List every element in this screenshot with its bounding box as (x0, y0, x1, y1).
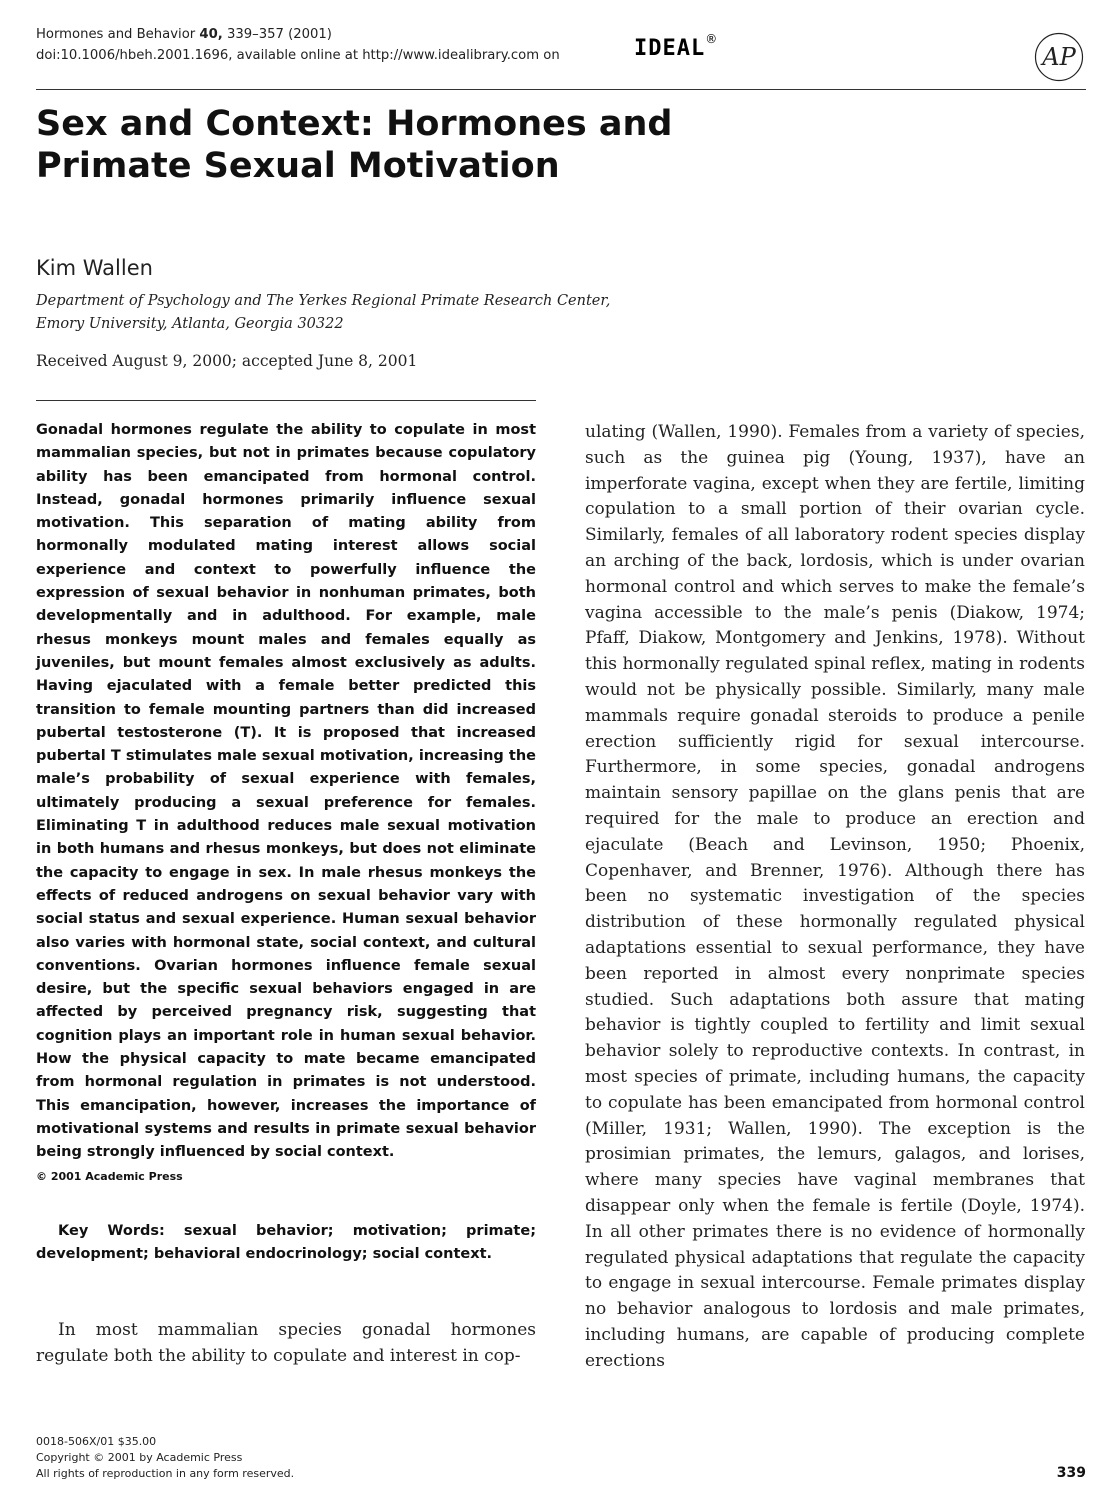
footer-rights: All rights of reproduction in any form reserved. (36, 1467, 295, 1480)
affiliation-line-1: Department of Psychology and The Yerkes Regional Primate Research Center, (36, 293, 611, 309)
abstract-text: Gonadal hormones regulate the ability to copulate in most mammalian species, but not in primates because copulatory ability has been emancipated from hormonal control. Instead, gonadal hormones primarily influence sexual motivation. This separation of mating ability from hormonally modulated mating interest allows social experience and context to powerfully influence the expression of sexual behavior in nonhuman primates, both developmentally and in adulthood. For example, male rhesus monkeys mount males and females equally as juveniles, but mount females almost exclusively as adults. Having ejaculated with a female better predicted this transition to female mounting partners than did increased pubertal testosterone (T). It is proposed that increased pubertal T stimulates male sexual motivation, increasing the male’s probability of sexual experience with females, ultimately producing a sexual preference for females. Eliminating T in adulthood reduces male sexual motivation in both humans and rhesus monkeys, but does not eliminate the capacity to engage in sex. In male rhesus monkeys the effects of reduced androgens on sexual behavior vary with social status and sexual experience. Human sexual behavior also varies with hormonal state, social context, and cultural conventions. Ovarian hormones influence female sexual desire, but the specific sexual behaviors engaged in are affected by perceived pregnancy risk, suggesting that cognition plays an important role in human sexual behavior. How the physical capacity to mate became emancipated from hormonal regulation in primates is not understood. This emancipation, however, increases the importance of motivational systems and results in primate sexual behavior being strongly influenced by social context. (36, 422, 536, 1161)
author-affiliation (36, 290, 736, 336)
ideal-logo (634, 32, 719, 61)
footer-copyright: Copyright © 2001 by Academic Press (36, 1451, 243, 1464)
abstract-rule (36, 400, 536, 401)
journal-pages-year: 339–357 (2001) (226, 27, 332, 42)
journal-name: Hormones and Behavior (36, 27, 196, 42)
academic-press-logo (1034, 32, 1084, 82)
author-name: Kim Wallen (36, 256, 153, 280)
body-text-right-column: ulating (Wallen, 1990). Females from a variety of species, such as the guinea pig (Young, 1937), have an imperforate vagina, except when they are fertile, limiting copulation to a small portion of their ovarian cycle. Similarly, females of all laboratory rodent species display an arching of the back, lordosis, which is under ovarian hormonal control and which serves to make the female’s vagina accessible to the male’s penis (Diakow, 1974; Pfaff, Diakow, Montgomery and Jenkins, 1978). Without this hormonally regulated spinal reflex, mating in rodents would not be physically possible. Similarly, many male mammals require gonadal steroids to produce a penile erection sufficiently rigid for sexual intercourse. Furthermore, in some species, gonadal androgens maintain sensory papillae on the glans penis that are required for the male to produce an erection and ejaculate (Beach and Levinson, 1950; Phoenix, Copenhaver, and Brenner, 1976). Although there has been no systematic investigation of the species distribution of these hormonally regulated physical adaptations essential to sexual performance, they have been reported in almost every nonprimate species studied. Such adaptations both assure that mating behavior is tightly coupled to fertility and limit sexual behavior solely to reproductive contexts. In contrast, in most species of primate, including humans, the capacity to copulate has been emancipated from hormonal control (Miller, 1931; Wallen, 1990). The exception is the prosimian primates, the lemurs, galagos, and lorises, where many species have vaginal membranes that disappear only when the female is fertile (Doyle, 1974). In all other primates there is no evidence of hormonally regulated physical adaptations that regulate the capacity to engage in sexual intercourse. Female primates display no behavior analogous to lordosis and male primates, including humans, are capable of producing complete erections (585, 422, 1085, 1371)
article-title: Sex and Context: Hormones and Primate Sexual Motivation (36, 104, 673, 186)
body-text-left-column: In most mammalian species gonadal hormones regulate both the ability to copulate and interest in cop- (36, 1320, 536, 1366)
publisher-logo-text: AP (1042, 43, 1076, 71)
doi-line: doi:10.1006/hbeh.2001.1696, available online at http://www.idealibrary.com on (36, 48, 560, 63)
footer (36, 1434, 294, 1482)
keywords: Key Words: sexual behavior; motivation; primate; development; behavioral endocrinology; social context. (36, 1223, 536, 1263)
page-number: 339 (1056, 1465, 1086, 1481)
journal-citation (36, 27, 332, 42)
abstract-copyright: © 2001 Academic Press (36, 1169, 183, 1183)
received-dates: Received August 9, 2000; accepted June 8, 2001 (36, 352, 418, 370)
affiliation-line-2: Emory University, Atlanta, Georgia 30322 (36, 316, 344, 332)
header-rule (36, 89, 1086, 90)
issn-price: 0018-506X/01 $35.00 (36, 1435, 157, 1448)
ideal-logo-text: IDEAL (634, 36, 706, 61)
abstract (36, 419, 536, 1188)
registered-mark: ® (705, 32, 719, 46)
journal-volume: 40, (199, 27, 223, 42)
